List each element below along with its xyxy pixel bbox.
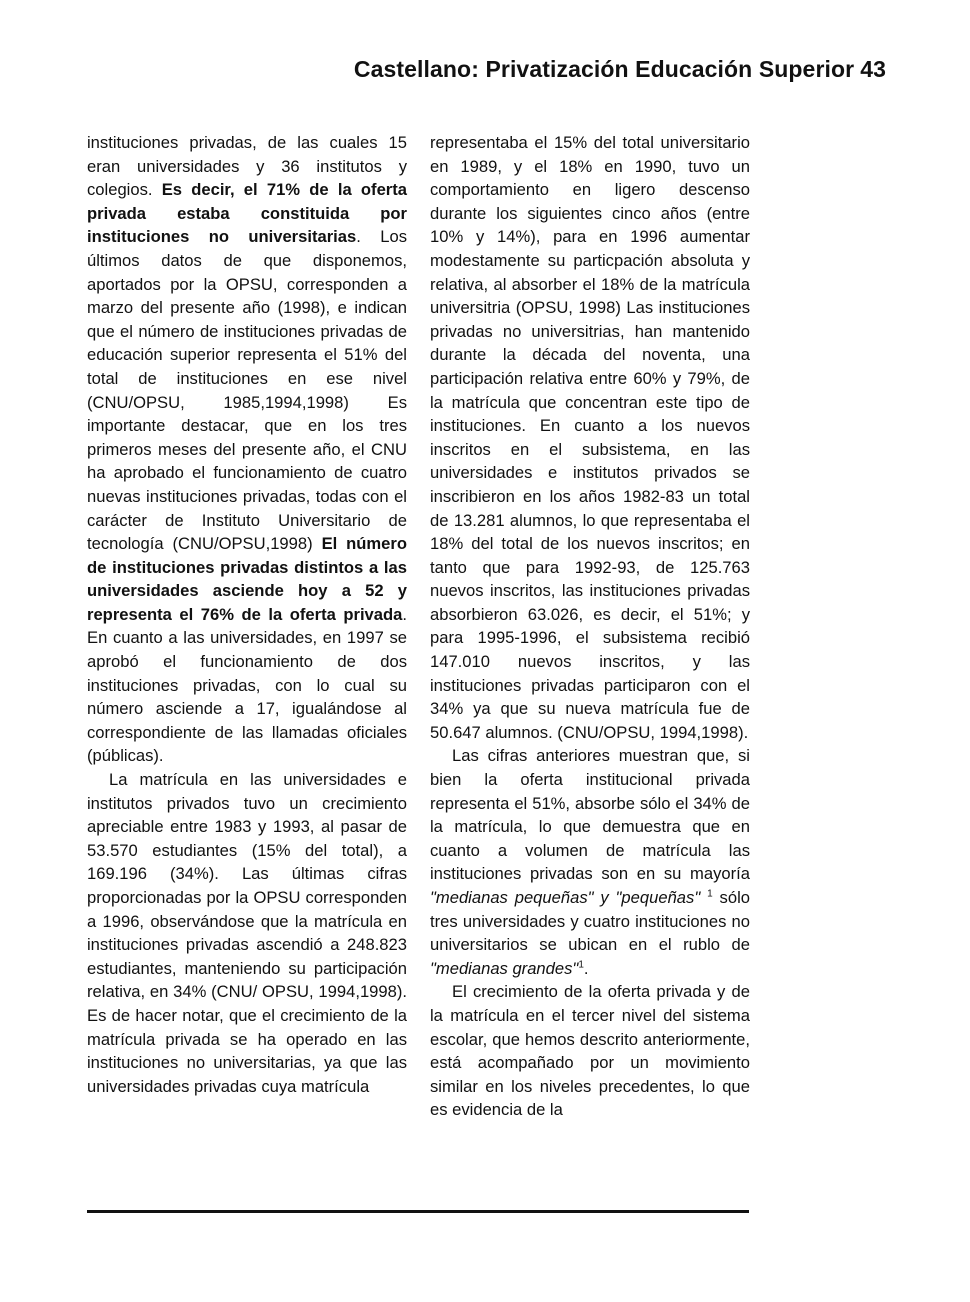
footnote-ref: 1 [578, 959, 584, 971]
right-paragraph-1: representaba el 15% del total universitario en 1989, y el 18% en 1990, tuvo un comportamiento en ligero descenso durante los siguientes cinco años (entre 10% y 14%), para en 1996 aumentar modestamente su particpación absoluta y relativa, al absorber el 18% de la matrícula universitria (OPSU, 1998) Las instituciones privadas no universitrias, han mantenido durante la década del noventa, una participación relativa entre 60% y 79%, de la matrícula que concentran este tipo de instituciones. En cuanto a los nuevos inscritos en el subsistema, en las universidades e institutos privados se inscribieron en los años 1982-83 un total de 13.281 alumnos, lo que representaba el 18% del total de los nuevos inscritos; en tanto que para 1992-93, de 125.763 nuevos inscritos, las instituciones privadas absorbieron 63.026, es decir, el 51%; y para 1995-1996, el subsistema recibió 147.010 nuevos inscritos, y las instituciones privadas participaron con el 34% ya que su nueva matrícula fue de 50.647 alumnos. (CNU/OPSU, 1994,1998). [430, 133, 750, 742]
text-run: Las cifras anteriores muestran que, si bien la oferta institucional privada representa el 51%, absorbe sólo el 34% de la matrícula, lo que demuestra que en cuanto a volumen de matrícula las instituciones privadas son en su mayoría [430, 746, 750, 884]
right-paragraph-3: El crecimiento de la oferta privada y de la matrícula en el tercer nivel del sistema escolar, que hemos descrito anteriormente, está acompañado por un movimiento similar en los niveles precedentes, lo que es evidencia de la [430, 982, 750, 1120]
text-run: . En cuanto a las universidades, en 1997 se aprobó el funcionamiento de dos instituciones privadas, con lo cual su número asciende a 17, igualándose al correspondiente de las llamadas oficiales (públicas). [87, 604, 407, 766]
header-title: Castellano: Privatización Educación Superior [353, 56, 855, 82]
text-run: . [583, 958, 589, 978]
text-run: . Los últimos datos de que disponemos, aportados por la OPSU, corresponden a marzo del presente año (1998), e indican que el número de instituciones privadas de educación superior representa el 51% del total de instituciones en ese nivel (CNU/OPSU, 1985,1994,1998) Es importante destacar, que en los tres primeros meses del presente año, el CNU ha aprobado el funcionamiento de cuatro nuevas instituciones privadas, todas con el carácter de Instituto Universitario de tecnología (CNU/OPSU,1998) [87, 227, 407, 554]
bold-run: El número de instituciones privadas distintos a las universidades asciende hoy a 52 y representa el 76% de la oferta privada [87, 534, 407, 624]
right-column [430, 131, 750, 1122]
left-column [87, 131, 407, 1098]
page-number: 43 [860, 56, 886, 82]
bold-run: Es decir, el 71% de la oferta privada estaba constituida por instituciones no universitarias [87, 180, 408, 247]
running-header [354, 56, 886, 83]
text-run: instituciones privadas, de las cuales 15 eran universidades y 36 institutos y colegios. [87, 133, 407, 200]
text-run: sólo tres universidades y cuatro instituciones no universitarios se ubican en el rublo de [430, 888, 750, 955]
left-paragraph-2: La matrícula en las universidades e institutos privados tuvo un crecimiento apreciable entre 1983 y 1993, al pasar de 53.570 estudiantes (15% del total), a 169.196 (34%). Las últimas cifras proporcionadas por la OPSU corresponden a 1996, observándose que la matrícula en instituciones privadas ascendió a 248.823 estudiantes, manteniendo su participación relativa, en 34% (CNU/ OPSU, 1994,1998). Es de hacer notar, que el crecimiento de la matrícula privada se ha operado en las instituciones no universitarias, ya que las universidades privadas cuya matrícula [87, 770, 407, 1096]
footnote-ref: 1 [707, 888, 713, 900]
italic-run: "medianas pequeñas" y "pequeñas" [430, 888, 701, 907]
left-paragraph-1 [87, 131, 407, 768]
right-paragraph-2 [430, 744, 750, 980]
footer-rule [87, 1210, 749, 1213]
italic-run: "medianas grandes" [430, 958, 579, 978]
